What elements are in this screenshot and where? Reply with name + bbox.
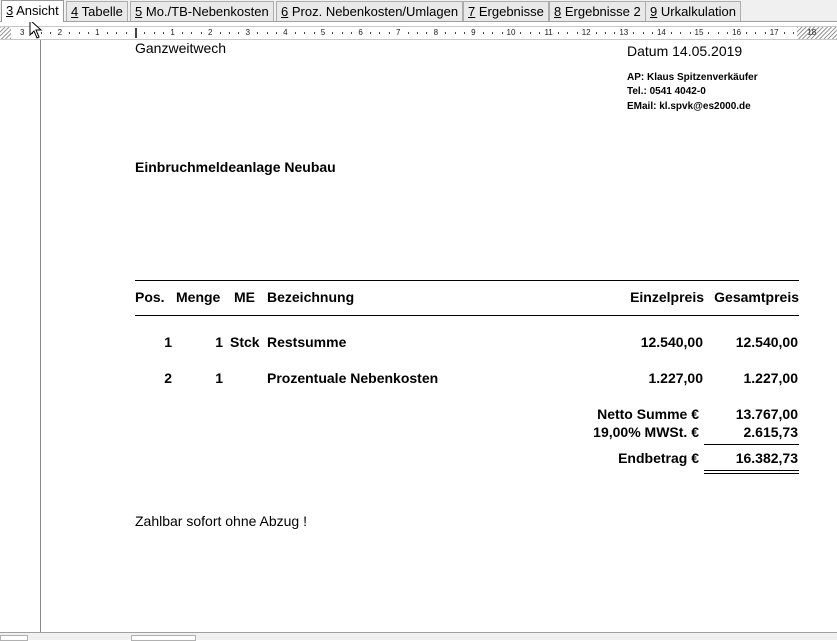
total-double-rule-2 (704, 473, 799, 474)
contact-email: EMail: kl.spvk@es2000.de (627, 101, 751, 112)
ruler-tick (154, 32, 155, 34)
row-1-desc: Restsumme (267, 334, 347, 350)
ruler-tick (445, 32, 446, 34)
ruler-tick (539, 32, 540, 34)
ruler-tick (304, 32, 305, 34)
tab-tabelle[interactable]: 4 Tabelle (66, 1, 128, 21)
ruler-tick (107, 32, 108, 34)
ruler-tick (577, 32, 578, 34)
ruler-tick (69, 32, 70, 34)
ruler-label-pos-15: 15 (694, 28, 704, 37)
col-header-unit: ME (234, 289, 255, 305)
ruler-tick (379, 32, 380, 34)
vat-value: 2.615,73 (743, 424, 798, 440)
ruler-label-pos-16: 16 (732, 28, 742, 37)
grand-total-label: Endbetrag € (618, 450, 699, 466)
row-2-pos: 2 (164, 370, 172, 386)
net-sum-value: 13.767,00 (735, 406, 798, 422)
row-1-pos: 1 (164, 334, 172, 350)
ruler-label-pos-8: 8 (433, 28, 439, 37)
scrollbar-thumb[interactable] (131, 635, 196, 641)
ruler-tick (643, 32, 644, 34)
col-header-qty: Menge (176, 289, 221, 305)
row-2-unit-price: 1.227,00 (648, 370, 703, 386)
ruler-label-pos-14: 14 (656, 28, 666, 37)
net-sum-label: Netto Summe € (597, 406, 699, 422)
tab-ergebnisse[interactable]: 7 Ergebnisse (463, 1, 549, 21)
ruler-tick (267, 32, 268, 34)
ruler-margin-right (797, 27, 837, 39)
col-header-total: Gesamtpreis (714, 289, 799, 305)
ruler-tick (690, 32, 691, 34)
table-header-rule (135, 315, 799, 316)
horizontal-ruler[interactable] (0, 26, 837, 40)
ruler-tick (596, 32, 597, 34)
page-left-border (40, 40, 41, 632)
row-1-qty: 1 (215, 334, 223, 350)
row-1-unit: Stck (230, 334, 260, 350)
tab-ansicht[interactable]: 3 Ansicht (1, 0, 64, 22)
row-2-qty: 1 (215, 370, 223, 386)
horizontal-scrollbar[interactable] (0, 632, 837, 640)
ruler-tick (408, 32, 409, 34)
ruler-origin-marker (135, 28, 137, 38)
ruler-label-pos-12: 12 (581, 28, 591, 37)
document-date: Datum 14.05.2019 (627, 43, 743, 59)
ruler-tick (276, 32, 277, 34)
ruler-label-pos-13: 13 (619, 28, 629, 37)
ruler-tick (182, 32, 183, 34)
total-top-rule (704, 444, 799, 445)
ruler-tick (558, 32, 559, 34)
customer-name: Ganzweitwech (135, 40, 227, 56)
ruler-margin-left (0, 27, 11, 39)
ruler-tick (652, 32, 653, 34)
col-header-pos: Pos. (135, 289, 165, 305)
tab-proz-nebenkosten[interactable]: 6 Proz. Nebenkosten/Umlagen (276, 1, 463, 21)
ruler-label-pos-4: 4 (283, 28, 288, 37)
payment-terms: Zahlbar sofort ohne Abzug ! (135, 513, 307, 529)
ruler-label-pos-5: 5 (320, 28, 326, 37)
ruler-tick (633, 32, 634, 34)
ruler-tick (332, 32, 333, 34)
ruler-label-pos-7: 7 (395, 28, 401, 37)
col-header-unit-price: Einzelpreis (630, 289, 704, 305)
ruler-label-pos-9: 9 (471, 28, 476, 37)
ruler-tick (614, 32, 615, 34)
ruler-tick (351, 32, 352, 34)
ruler-label-pos-11: 11 (544, 28, 553, 37)
ruler-tick (238, 32, 239, 34)
ruler-tick (671, 32, 672, 34)
ruler-tick (126, 32, 127, 34)
ruler-label-neg-3: 3 (19, 28, 25, 37)
ruler-tick (605, 32, 606, 34)
ruler-tick (502, 32, 503, 34)
ruler-tick (680, 32, 681, 34)
contact-person: AP: Klaus Spitzenverkäufer (627, 72, 758, 83)
ruler-tick (464, 32, 465, 34)
grand-total-value: 16.382,73 (735, 450, 798, 466)
contact-phone: Tel.: 0541 4042-0 (627, 86, 706, 97)
ruler-label-pos-3: 3 (245, 28, 251, 37)
ruler-label-pos-17: 17 (769, 28, 779, 37)
ruler-tick (708, 32, 709, 34)
tab-ergebnisse-2[interactable]: 8 Ergebnisse 2 (549, 1, 646, 21)
ruler-tick (755, 32, 756, 34)
ruler-tick (426, 32, 427, 34)
total-double-rule-1 (704, 470, 799, 471)
ruler-tick (389, 32, 390, 34)
ruler-tick (295, 32, 296, 34)
tab-urkalkulation[interactable]: 9 Urkalkulation (645, 1, 741, 21)
ruler-tick (314, 32, 315, 34)
ruler-tick (116, 32, 117, 34)
ruler-tick (79, 32, 80, 34)
vat-label: 19,00% MWSt. € (593, 424, 699, 440)
ruler-tick (727, 32, 728, 34)
ruler-tick (746, 32, 747, 34)
ruler-label-pos-1: 1 (170, 28, 175, 37)
ruler-tick (257, 32, 258, 34)
row-1-total: 12.540,00 (735, 334, 798, 350)
tab-mo-tb-nebenkosten[interactable]: 5 Mo./TB-Nebenkosten (130, 1, 274, 21)
ruler-label-neg-2: 2 (57, 28, 63, 37)
ruler-tick (163, 32, 164, 34)
ruler-tick (417, 32, 418, 34)
ruler-tick (793, 32, 794, 34)
mouse-cursor-icon (29, 19, 43, 39)
ruler-tick (50, 32, 51, 34)
ruler-tick (370, 32, 371, 34)
ruler-tick (492, 32, 493, 34)
ruler-tick (483, 32, 484, 34)
ruler-label-pos-6: 6 (358, 28, 363, 37)
row-1-unit-price: 12.540,00 (640, 334, 703, 350)
ruler-tick (455, 32, 456, 34)
ruler-tick (784, 32, 785, 34)
ruler-label-pos-10: 10 (506, 28, 516, 37)
ruler-tick (191, 32, 192, 34)
scrollbar-left-segment[interactable] (0, 635, 28, 641)
row-2-total: 1.227,00 (743, 370, 798, 386)
ruler-tick (765, 32, 766, 34)
ruler-label-pos-2: 2 (207, 28, 213, 37)
ruler-tick (530, 32, 531, 34)
ruler-tick (718, 32, 719, 34)
ruler-label-pos-18: 18 (807, 28, 817, 37)
ruler-tick (144, 32, 145, 34)
ruler-tick (88, 32, 89, 34)
ruler-tick (229, 32, 230, 34)
ruler-label-neg-1: 1 (95, 28, 100, 37)
row-2-desc: Prozentuale Nebenkosten (267, 370, 439, 386)
ruler-tick (567, 32, 568, 34)
ruler-tick (201, 32, 202, 34)
ruler-tick (220, 32, 221, 34)
table-top-rule (135, 280, 799, 281)
col-header-desc: Bezeichnung (267, 289, 355, 305)
ruler-tick (342, 32, 343, 34)
tab-bar (0, 0, 837, 22)
ruler-tick (520, 32, 521, 34)
document-subject: Einbruchmeldeanlage Neubau (135, 159, 336, 175)
